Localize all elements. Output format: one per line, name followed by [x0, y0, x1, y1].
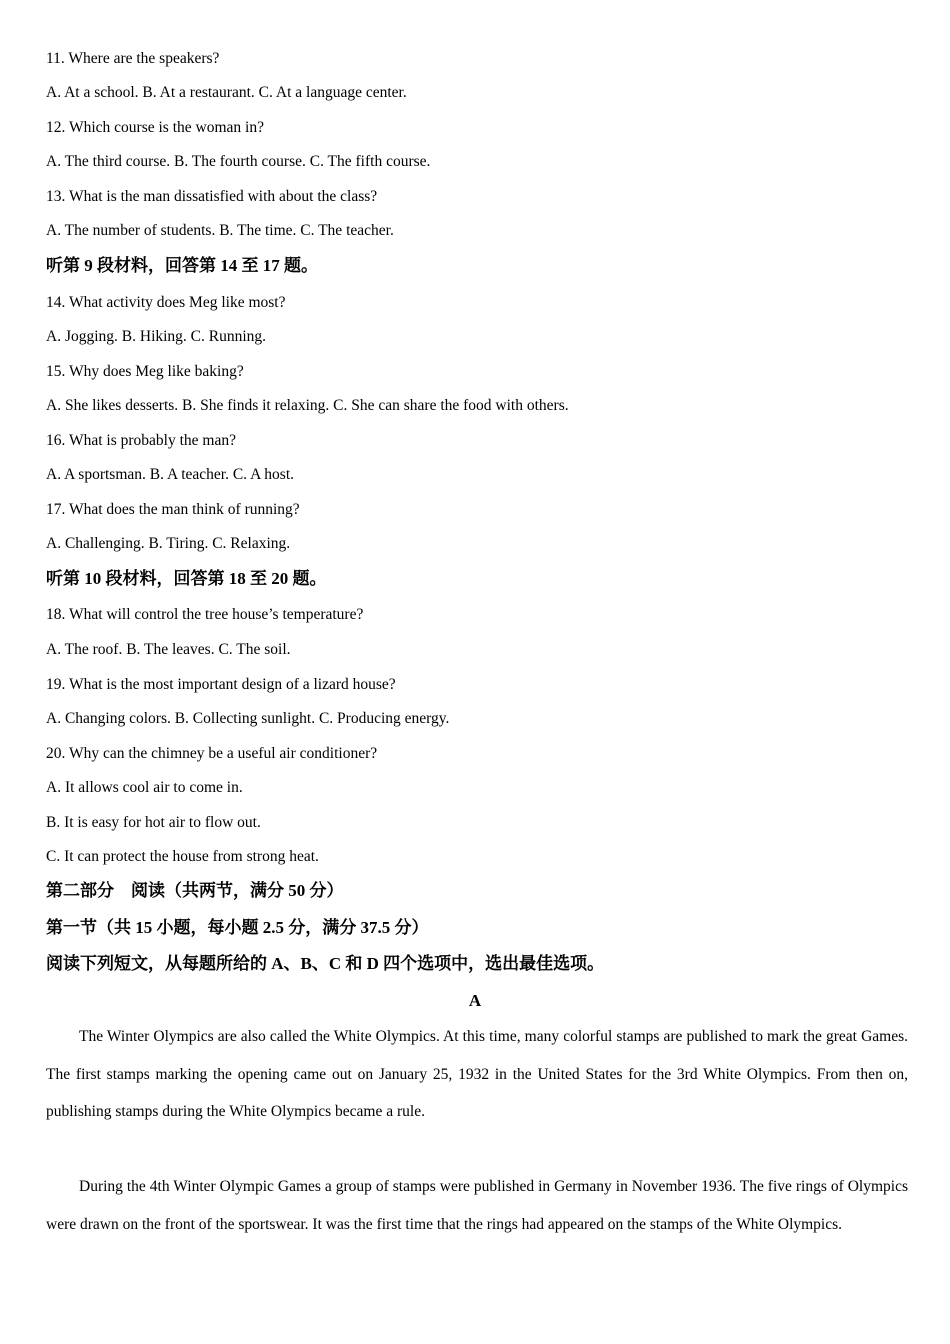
passage-paragraph-2: During the 4th Winter Olympic Games a group of stamps were published in Germany in November 1936. The five rings of Olympics were drawn on the front of the sportswear. It was the first time that the rings had appeared on the stamps of the White Olympics.: [46, 1178, 908, 1233]
section-10-heading: 听第 10 段材料，回答第 18 至 20 题。: [46, 569, 327, 588]
question-18-options: A. The roof. B. The leaves. C. The soil.: [46, 641, 291, 658]
question-13-options: A. The number of students. B. The time. C. The teacher.: [46, 222, 394, 239]
question-17-options: A. Challenging. B. Tiring. C. Relaxing.: [46, 535, 291, 552]
question-19-options: A. Changing colors. B. Collecting sunlight. C. Producing energy.: [46, 710, 450, 727]
question-20-option-a: A. It allows cool air to come in.: [46, 779, 243, 796]
passage-title: A: [468, 991, 482, 1010]
question-11: 11. Where are the speakers?: [46, 50, 220, 67]
question-12-options: A. The third course. B. The fourth course. C. The fifth course.: [46, 153, 431, 170]
question-11-options: A. At a school. B. At a restaurant. C. At a language center.: [46, 84, 407, 101]
reading-instruction: 阅读下列短文，从每题所给的 A、B、C 和 D 四个选项中，选出最佳选项。: [46, 954, 605, 973]
question-20-option-c: C. It can protect the house from strong heat.: [46, 848, 319, 865]
question-20: 20. Why can the chimney be a useful air conditioner?: [46, 745, 378, 762]
question-19: 19. What is the most important design of a lizard house?: [46, 676, 396, 693]
question-12: 12. Which course is the woman in?: [46, 119, 264, 136]
question-16: 16. What is probably the man?: [46, 432, 236, 449]
question-15: 15. Why does Meg like baking?: [46, 363, 244, 380]
question-18: 18. What will control the tree house’s temperature?: [46, 606, 364, 623]
part-2-heading: 第二部分 阅读（共两节，满分 50 分）: [46, 881, 344, 900]
question-15-options: A. She likes desserts. B. She finds it relaxing. C. She can share the food with others.: [46, 397, 569, 414]
question-16-options: A. A sportsman. B. A teacher. C. A host.: [46, 466, 295, 483]
question-20-option-b: B. It is easy for hot air to flow out.: [46, 814, 261, 831]
section-1-heading: 第一节（共 15 小题，每小题 2.5 分，满分 37.5 分）: [46, 918, 429, 937]
question-14-options: A. Jogging. B. Hiking. C. Running.: [46, 328, 267, 345]
question-17: 17. What does the man think of running?: [46, 501, 300, 518]
section-9-heading: 听第 9 段材料，回答第 14 至 17 题。: [46, 256, 318, 275]
passage-paragraph-1: The Winter Olympics are also called the White Olympics. At this time, many colorful stamps are published to mark the great Games. The first stamps marking the opening came out on January 25, 1932 in the United States for the 3rd White Olympics. From then on, publishing stamps during the White Olympics became a rule.: [46, 1028, 908, 1120]
question-13: 13. What is the man dissatisfied with about the class?: [46, 188, 378, 205]
question-14: 14. What activity does Meg like most?: [46, 294, 286, 311]
